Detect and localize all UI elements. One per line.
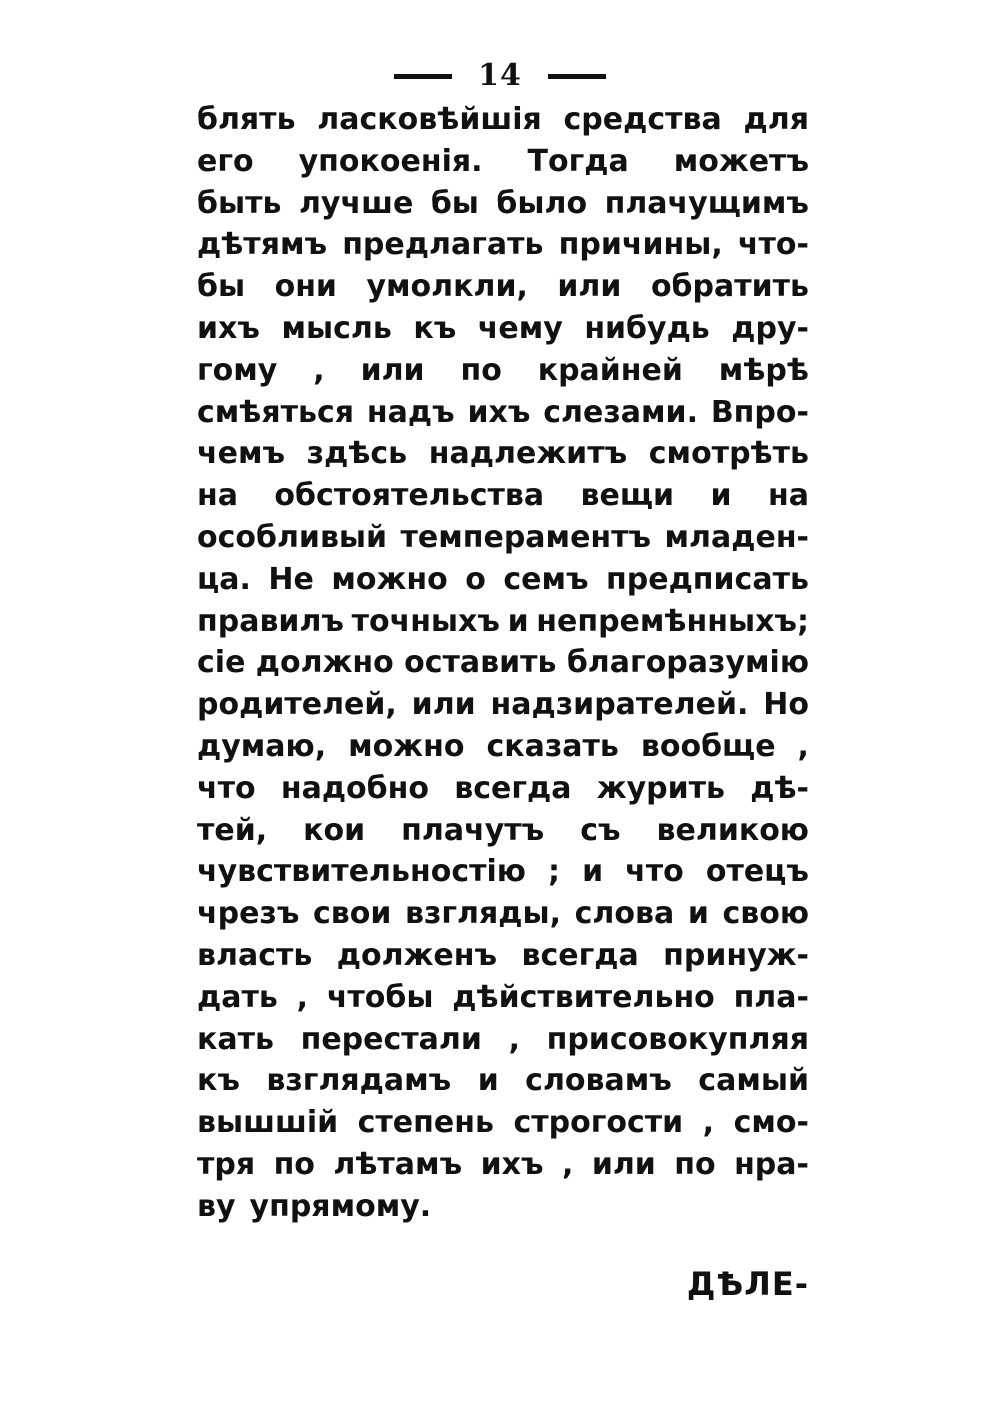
text-word: взглядамъ [266, 1063, 452, 1099]
text-word: плачутъ [401, 812, 545, 848]
text-line [197, 392, 809, 434]
text-word: или [591, 1146, 656, 1182]
text-word: принуж- [663, 937, 809, 973]
text-word: сіе [197, 645, 246, 681]
text-word: , [296, 979, 309, 1015]
text-word: непремѣнныхъ; [536, 603, 809, 639]
page-header [0, 58, 1000, 94]
text-word: перестали [300, 1021, 482, 1057]
text-word: всегда [454, 770, 572, 806]
text-word: Тогда [527, 143, 629, 179]
text-word: свою [722, 896, 809, 932]
text-word: блять [197, 102, 296, 137]
text-word: на [767, 478, 809, 514]
text-word: можетъ [673, 143, 809, 179]
text-word: обстоятельства [274, 478, 545, 514]
text-word: лѣтамъ [333, 1146, 463, 1182]
text-word: свои [312, 896, 392, 932]
text-line [197, 517, 809, 559]
text-word: пла- [733, 979, 809, 1015]
text-word: смотрѣть [648, 436, 809, 472]
text-word: здѣсь [306, 436, 408, 472]
text-line [197, 642, 809, 684]
text-word: словамъ [525, 1063, 672, 1099]
text-word: мысль [281, 310, 392, 346]
text-line [197, 601, 809, 643]
text-line [197, 183, 809, 225]
text-word: плачущимъ [604, 185, 809, 221]
text-word: дѣйствительно [452, 979, 715, 1015]
text-word: чему [477, 310, 563, 346]
text-word: долженъ [336, 937, 498, 973]
text-line [197, 433, 809, 475]
text-line [197, 141, 809, 183]
text-word: и [687, 896, 709, 932]
text-word: или [411, 687, 476, 723]
text-word: ; [548, 854, 561, 890]
text-word: о [465, 561, 486, 597]
text-word: къ [197, 1063, 240, 1099]
text-word: Но [763, 687, 809, 723]
text-word: мѣрѣ [718, 352, 809, 388]
text-line [197, 266, 809, 308]
text-word: слова [574, 896, 675, 932]
text-word: и [582, 854, 604, 890]
text-word: младен- [664, 519, 809, 555]
text-line [197, 1019, 809, 1061]
text-word: великою [656, 812, 809, 848]
text-word: что [197, 770, 256, 806]
text-word: ихъ [197, 310, 260, 346]
text-word: съ [580, 812, 621, 848]
text-word: бы [197, 269, 246, 305]
text-word: къ [413, 310, 457, 346]
text-line [197, 977, 809, 1019]
text-word: было [496, 185, 588, 221]
text-word: благоразумію [566, 645, 809, 681]
text-word: или [557, 269, 622, 305]
text-word: и [507, 603, 529, 639]
text-word: по [460, 352, 502, 388]
text-word: и [477, 1063, 499, 1099]
text-word: упрямому. [249, 1188, 432, 1224]
text-line [197, 893, 809, 935]
text-word: тря [197, 1146, 256, 1182]
text-word: отецъ [705, 854, 809, 890]
text-word: на [197, 478, 238, 514]
text-line [197, 1060, 809, 1102]
text-word: быть [197, 185, 282, 221]
text-word: , [313, 352, 325, 388]
text-word: кать [197, 1021, 274, 1057]
text-word: точныхъ [351, 603, 500, 639]
text-line [197, 1102, 809, 1144]
text-word: ву [197, 1188, 236, 1224]
text-word: можно [331, 561, 448, 597]
text-line [197, 851, 809, 893]
text-line [197, 559, 809, 601]
text-word: особливый [197, 519, 388, 555]
text-word: темпераментъ [400, 519, 652, 555]
text-word: они [274, 269, 337, 305]
text-word: власть [197, 937, 313, 973]
text-word: что- [737, 227, 809, 263]
text-word: оставить [404, 645, 557, 681]
text-word: думаю, [197, 728, 327, 764]
text-word: всегда [521, 937, 639, 973]
text-word: чрезъ [197, 896, 300, 932]
text-line [197, 350, 809, 392]
text-word: по [273, 1146, 315, 1182]
text-word: сказать [486, 728, 619, 764]
text-word: дѣтямъ [197, 227, 328, 263]
text-word: вообще [640, 728, 776, 764]
text-word: надобно [280, 770, 429, 806]
text-word: предлагать [342, 227, 544, 263]
text-line [197, 99, 809, 141]
text-word: ца. [197, 561, 251, 597]
text-word: тей, [197, 812, 268, 848]
text-word: строгости [513, 1105, 684, 1141]
text-word: что [625, 854, 684, 890]
text-word: чувствительностію [197, 854, 526, 890]
text-word: , [508, 1021, 520, 1057]
text-line [197, 224, 809, 266]
text-line [197, 308, 809, 350]
text-word: слезами. [543, 394, 698, 430]
text-word: по [674, 1146, 716, 1182]
text-word: журить [596, 770, 725, 806]
text-word: крайней [537, 352, 683, 388]
text-word: должно [255, 645, 394, 681]
text-word: бы [430, 185, 479, 221]
text-word: для [743, 102, 809, 137]
text-word: нибудь [584, 310, 710, 346]
text-word: ихъ [480, 1146, 544, 1182]
text-word: надзирателей. [490, 687, 749, 723]
text-word: родителей, [197, 687, 397, 723]
text-word: умолкли, [366, 269, 528, 305]
text-word: Не [268, 561, 314, 597]
text-word: самый [698, 1063, 809, 1099]
text-word: семъ [503, 561, 589, 597]
text-word: предписать [606, 561, 809, 597]
text-word: дать [197, 979, 278, 1015]
text-word: или [360, 352, 425, 388]
text-word: чемъ [197, 436, 286, 472]
text-word: ихъ [467, 394, 531, 430]
body-text [197, 99, 809, 1228]
text-word: дру- [731, 310, 809, 346]
text-word: , [797, 728, 809, 764]
text-word: упокоенія. [298, 143, 483, 179]
text-word: , [561, 1146, 574, 1182]
page-number: 14 [478, 58, 522, 93]
text-word: вещи [580, 478, 675, 514]
text-word: чтобы [326, 979, 434, 1015]
text-word: надъ [366, 394, 455, 430]
text-word: обратить [650, 269, 809, 305]
text-word: взгляды, [404, 896, 562, 932]
text-word: ласковѣйшія [317, 102, 542, 137]
text-word: степень [357, 1105, 494, 1141]
text-word: смѣяться [197, 394, 355, 430]
text-line [197, 768, 809, 810]
text-word: кои [303, 812, 366, 848]
header-rule-left [394, 74, 452, 79]
text-word: гому [197, 352, 278, 388]
text-line [197, 935, 809, 977]
text-word: дѣ- [750, 770, 809, 806]
text-word: смо- [733, 1105, 809, 1141]
text-line [197, 475, 809, 517]
text-word: правилъ [197, 603, 344, 639]
text-line [197, 1186, 809, 1228]
text-word: и [710, 478, 732, 514]
text-word: , [702, 1105, 715, 1141]
text-word: причины, [558, 227, 723, 263]
text-word: можно [348, 728, 465, 764]
text-line [197, 726, 809, 768]
text-line [197, 1144, 809, 1186]
text-line [197, 810, 809, 852]
header-rule-right [548, 74, 606, 79]
text-word: его [197, 143, 254, 179]
text-word: лучше [298, 185, 414, 221]
text-word: Впро- [710, 394, 809, 430]
text-word: присовокупляя [546, 1021, 809, 1057]
catchword: ДѢЛЕ- [686, 1265, 809, 1303]
text-word: нра- [734, 1146, 809, 1182]
text-word: надлежитъ [428, 436, 628, 472]
text-word: вышшій [197, 1105, 339, 1141]
text-line [197, 684, 809, 726]
text-word: средства [563, 102, 722, 137]
